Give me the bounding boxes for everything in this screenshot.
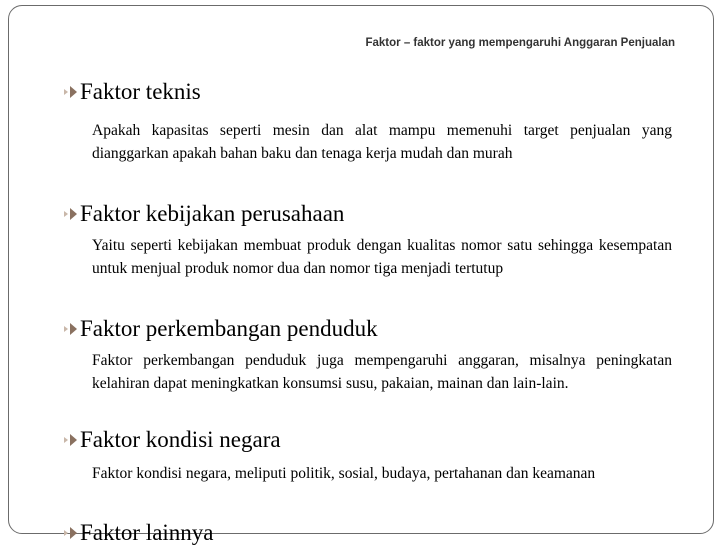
section-body: Apakah kapasitas seperti mesin dan alat mampu memenuhi target penjualan yang dianggarkan apakah bahan baku dan tenaga kerja mudah dan murah [92,122,672,162]
section-body: Faktor perkembangan penduduk juga mempengaruhi anggaran, misalnya peningkatan kelahiran dapat meningkatkan konsumsi susu, pakaian, mainan dan lain-lain. [92,352,672,392]
section-faktor-teknis [70,79,201,105]
section-body: Yaitu seperti kebijakan membuat produk dengan kualitas nomor satu sehingga kesempatan untuk menjual produk nomor dua dan nomor tiga menjadi tertutup [92,237,672,277]
arrow-bullet-icon [70,434,77,446]
arrow-bullet-icon [70,86,77,98]
section-heading: Faktor perkembangan penduduk [80,316,378,341]
arrow-bullet-icon [70,208,77,220]
arrow-bullet-icon [70,323,77,335]
section-faktor-kebijakan [70,201,344,227]
arrow-bullet-icon [70,527,77,539]
section-faktor-lainnya [70,520,214,546]
section-heading: Faktor lainnya [80,520,214,545]
section-heading: Faktor kebijakan perusahaan [80,201,345,226]
slide-header: Faktor – faktor yang mempengaruhi Anggaran Penjualan [365,37,675,49]
section-heading: Faktor kondisi negara [80,427,281,452]
section-faktor-kondisi [70,427,281,453]
section-body: Faktor kondisi negara, meliputi politik, sosial, budaya, pertahanan dan keamanan [92,465,596,482]
section-faktor-penduduk [70,316,378,342]
section-heading: Faktor teknis [80,79,201,104]
